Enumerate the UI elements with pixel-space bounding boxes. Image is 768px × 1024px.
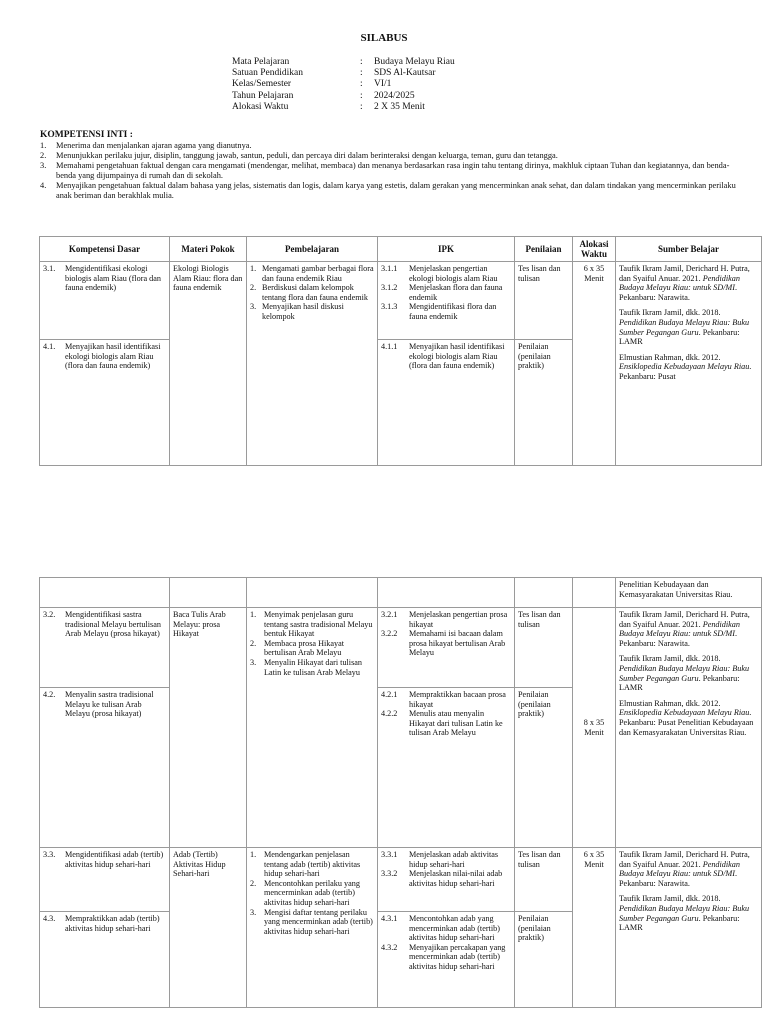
ipk-text: Menjelaskan flora dan fauna endemik xyxy=(409,283,503,302)
ipk-text: Mencontohkan adab yang mencerminkan adab (tertib) aktivitas hidup sehari-hari xyxy=(409,914,500,943)
ipk-number: 3.1.2 xyxy=(381,283,398,293)
ipk-text: Mengidentifikasi flora dan fauna endemik xyxy=(409,302,497,321)
info-value: 2024/2025 xyxy=(374,90,415,101)
ipk-number: 4.2.2 xyxy=(381,709,398,719)
kd-number: 3.3. xyxy=(43,850,56,859)
penilaian-cell: Penilaian (penilaian praktik) xyxy=(515,912,573,1008)
reference-item xyxy=(619,264,758,302)
ipk-number: 4.1.1 xyxy=(381,342,398,351)
syllabus-table-page-2 xyxy=(39,577,762,1008)
header-penilaian: Penilaian xyxy=(515,237,573,262)
ref-publisher: . Pekanbaru: LAMR xyxy=(619,913,740,933)
ki-number: 3. xyxy=(40,161,47,170)
ref-title: Pendidikan Budaya Melayu Riau: untuk SD/MI xyxy=(619,273,740,293)
sumber-continuation: Penelitian Kebudayaan dan Kemasyarakatan Universitas Riau. xyxy=(616,578,762,608)
subject-info xyxy=(232,57,455,113)
info-value: Budaya Melayu Riau xyxy=(374,57,455,67)
table-row xyxy=(40,608,762,688)
ipk-text: Menjelaskan pengertian ekologi biologis alam Riau xyxy=(409,264,498,283)
penilaian-cell: Penilaian (penilaian praktik) xyxy=(515,688,573,848)
ki-text: Menerima dan menjalankan ajaran agama yang dianutnya. xyxy=(56,141,252,150)
info-value: 2 X 35 Menit xyxy=(374,101,425,112)
step-number: 3. xyxy=(250,907,257,917)
ipk-text: Menyajikan hasil identifikasi ekologi biologis alam Riau (flora dan fauna endemik) xyxy=(409,342,505,371)
materi-cell: Adab (Tertib) Aktivitas Hidup Sehari-hari xyxy=(170,848,247,1008)
sumber-cell xyxy=(616,848,762,1008)
info-label: Kelas/Semester xyxy=(232,79,292,90)
ref-author: Taufik Ikram Jamil, dkk. 2018. xyxy=(619,894,721,904)
header-kompetensi-dasar: Kompetensi Dasar xyxy=(40,237,170,262)
ref-author: Taufik Ikram Jamil, Derichard H. Putra, dan Syaiful Anuar. 2021. xyxy=(619,610,750,629)
kd-text: Mengidentifikasi ekologi biologis alam Riau (flora dan fauna endemik) xyxy=(65,264,161,293)
kompetensi-inti-heading: KOMPETENSI INTI : xyxy=(40,130,133,140)
table-row xyxy=(40,262,762,340)
step-text: Mengamati gambar berbagai flora dan fauna endemik Riau xyxy=(262,264,374,283)
info-value: VI/1 xyxy=(374,79,392,90)
ipk-cell xyxy=(378,340,515,466)
reference-item xyxy=(619,850,758,888)
info-label: Tahun Pelajaran xyxy=(232,90,294,101)
kd-number: 3.1. xyxy=(43,264,56,273)
table-row xyxy=(40,848,762,912)
kd-text: Mengidentifikasi adab (tertib) aktivitas hidup sehari-hari xyxy=(65,850,164,869)
penilaian-cell: Tes lisan dan tulisan xyxy=(515,262,573,340)
alokasi-cell: 6 x 35 Menit xyxy=(573,262,616,466)
kd-number: 4.3. xyxy=(43,914,56,923)
ipk-number: 3.3.2 xyxy=(381,869,398,879)
table-header-row xyxy=(40,237,762,262)
ipk-number: 4.2.1 xyxy=(381,690,398,699)
ipk-number: 3.2.2 xyxy=(381,629,398,639)
sumber-cell xyxy=(616,262,762,466)
ref-author: Taufik Ikram Jamil, Derichard H. Putra, dan Syaiful Anuar. 2021. xyxy=(619,264,750,283)
ipk-text: Menjelaskan nilai-nilai adab aktivitas hidup sehari-hari xyxy=(409,869,503,888)
document-title: SILABUS xyxy=(360,32,408,44)
ki-item xyxy=(40,181,740,201)
sumber-cell xyxy=(616,608,762,848)
ref-publisher: . Pekanbaru: LAMR xyxy=(619,673,740,693)
header-sumber-belajar: Sumber Belajar xyxy=(616,237,762,262)
info-label: Satuan Pendidikan xyxy=(232,68,303,79)
step-text: Berdiskusi dalam kelompok tentang flora dan fauna endemik xyxy=(262,283,368,302)
info-row xyxy=(232,57,455,68)
step-text: Mendengarkan penjelasan tentang adab (tertib) aktivitas hidup sehari-hari xyxy=(264,850,361,879)
ipk-text: Memahami isi bacaan dalam prosa hikayat bertulisan Arab Melayu xyxy=(409,629,506,658)
step-text: Mengisi daftar tentang perilaku yang mencerminkan adab (tertib) aktivitas hidup sehari-hari xyxy=(264,907,373,936)
step-text: Menyalin Hikayat dari tulisan Latin ke tulisan Arab Melayu xyxy=(264,657,362,677)
kd-text: Menyalin sastra tradisional Melayu ke tulisan Arab Melayu (prosa hikayat) xyxy=(65,690,154,719)
kd-cell xyxy=(40,688,170,848)
materi-cell: Ekologi Biologis Alam Riau: flora dan fauna endemik xyxy=(170,262,247,466)
ref-title: Ensiklopedia Kebudayaan Melayu Riau xyxy=(619,362,750,372)
ki-number: 1. xyxy=(40,141,47,150)
ki-text: Menunjukkan perilaku jujur, disiplin, tanggung jawab, santun, peduli, dan percaya diri dalam berinteraksi dengan keluarga, teman, guru dan tetangga. xyxy=(56,151,558,160)
info-colon: : xyxy=(360,68,363,79)
ipk-cell xyxy=(378,848,515,912)
syllabus-table-page-1 xyxy=(39,236,762,466)
kd-number: 4.2. xyxy=(43,690,56,699)
ipk-text: Menjelaskan adab aktivitas hidup sehari-hari xyxy=(409,850,499,869)
info-value: SDS Al-Kautsar xyxy=(374,68,436,79)
ki-text: Menyajikan pengetahuan faktual dalam bahasa yang jelas, sistematis dan logis, dalam karya yang estetis, dalam gerakan yang mencerminkan anak sehat, dan dalam tindakan yang mencerminkan perilaku anak beriman dan berakhlak mulia. xyxy=(56,181,736,200)
ref-publisher: . Pekanbaru: Pusat Penelitian Kebudayaan dan Kemasyarakatan Universitas Riau. xyxy=(619,708,754,737)
ipk-text: Menyajikan percakapan yang mencerminkan adab (tertib) aktivitas hidup sehari-hari xyxy=(409,942,506,971)
ipk-number: 4.3.1 xyxy=(381,914,398,923)
ipk-cell xyxy=(378,912,515,1008)
ki-text: Memahami pengetahuan faktual dengan cara mengamati (mendengar, melihat, membaca) dan menanya berdasarkan rasa ingin tahu tentang dirinya, makhluk ciptaan Tuhan dan kegiatannya, dan benda-benda yang dijumpainya di rumah dan di sekolah. xyxy=(56,161,730,180)
penilaian-cell: Penilaian (penilaian praktik) xyxy=(515,340,573,466)
reference-item xyxy=(619,353,758,382)
ref-title: Pendidikan Budaya Melayu Riau: Buku Sumber Pegangan Guru xyxy=(619,317,750,337)
step-number: 1. xyxy=(250,610,257,619)
pembelajaran-cell xyxy=(247,608,378,848)
ipk-text: Mempraktikkan bacaan prosa hikayat xyxy=(409,690,506,709)
ref-title: Ensiklopedia Kebudayaan Melayu Riau xyxy=(619,708,750,718)
info-row xyxy=(232,102,455,113)
ipk-cell xyxy=(378,262,515,340)
info-label: Mata Pelajaran xyxy=(232,57,290,67)
ref-title: Pendidikan Budaya Melayu Riau: untuk SD/MI xyxy=(619,859,740,879)
ipk-number: 3.3.1 xyxy=(381,850,398,859)
header-alokasi-waktu: Alokasi Waktu xyxy=(573,237,616,262)
ipk-cell xyxy=(378,688,515,848)
ref-author: Elmustian Rahman, dkk. 2012. xyxy=(619,698,721,708)
ipk-number: 3.1.3 xyxy=(381,302,398,312)
kd-cell xyxy=(40,912,170,1008)
step-text: Membaca prosa Hikayat bertulisan Arab Melayu xyxy=(264,638,345,658)
ki-item xyxy=(40,141,740,151)
kd-cell xyxy=(40,262,170,340)
header-materi-pokok: Materi Pokok xyxy=(170,237,247,262)
kd-text: Mempraktikkan adab (tertib) aktivitas hidup sehari-hari xyxy=(65,914,160,933)
pembelajaran-cell xyxy=(247,262,378,466)
step-text: Mencontohkan perilaku yang mencerminkan adab (tertib) aktivitas hidup sehari-hari xyxy=(264,878,360,907)
step-number: 2. xyxy=(250,283,257,293)
ipk-text: Menjelaskan pengertian prosa hikayat xyxy=(409,610,508,629)
penilaian-cell: Tes lisan dan tulisan xyxy=(515,608,573,688)
ref-title: Pendidikan Budaya Melayu Riau: Buku Sumber Pegangan Guru xyxy=(619,663,750,683)
info-label: Alokasi Waktu xyxy=(232,101,289,112)
ref-author: Elmustian Rahman, dkk. 2012. xyxy=(619,352,721,362)
ki-item xyxy=(40,151,740,161)
info-colon: : xyxy=(360,101,363,112)
continuation-row xyxy=(40,578,762,608)
kd-text: Menyajikan hasil identifikasi ekologi biologis alam Riau (flora dan fauna endemik) xyxy=(65,342,161,371)
alokasi-cell: 8 x 35 Menit xyxy=(573,608,616,848)
pembelajaran-cell xyxy=(247,848,378,1008)
kd-number: 3.2. xyxy=(43,610,56,619)
ipk-number: 3.1.1 xyxy=(381,264,398,273)
step-text: Menyimak penjelasan guru tentang sastra tradisional Melayu bentuk Hikayat xyxy=(264,610,373,639)
step-number: 1. xyxy=(250,850,257,859)
materi-cell: Baca Tulis Arab Melayu: prosa Hikayat xyxy=(170,608,247,848)
ipk-text: Menulis atau menyalin Hikayat dari tulisan Latin ke tulisan Arab Melayu xyxy=(409,709,503,738)
info-row xyxy=(232,68,455,79)
info-colon: : xyxy=(360,79,363,90)
alokasi-cell: 6 x 35 Menit xyxy=(573,848,616,1008)
reference-item xyxy=(619,699,758,737)
kd-cell xyxy=(40,608,170,688)
ref-publisher: . Pekanbaru: Pusat xyxy=(619,362,752,381)
step-number: 1. xyxy=(250,264,257,273)
kd-cell xyxy=(40,340,170,466)
ref-publisher: . Pekanbaru: LAMR xyxy=(619,327,740,347)
reference-item xyxy=(619,610,758,648)
ref-title: Pendidikan Budaya Melayu Riau: Buku Sumber Pegangan Guru xyxy=(619,903,750,923)
ki-number: 2. xyxy=(40,151,47,160)
reference-item xyxy=(619,654,758,692)
kd-text: Mengidentifikasi sastra tradisional Melayu bertulisan Arab Melayu (prosa hikayat) xyxy=(65,610,161,639)
ki-number: 4. xyxy=(40,181,47,190)
step-number: 2. xyxy=(250,638,257,648)
step-text: Menyajikan hasil diskusi kelompok xyxy=(262,302,344,321)
header-ipk: IPK xyxy=(378,237,515,262)
step-number: 3. xyxy=(250,302,257,312)
ipk-number: 3.2.1 xyxy=(381,610,398,619)
info-row xyxy=(232,79,455,90)
kd-cell xyxy=(40,848,170,912)
ref-author: Taufik Ikram Jamil, dkk. 2018. xyxy=(619,308,721,318)
info-colon: : xyxy=(360,90,363,101)
reference-item xyxy=(619,894,758,932)
kd-number: 4.1. xyxy=(43,342,56,351)
ref-publisher: . Pekanbaru: Narawita. xyxy=(619,283,738,302)
info-colon: : xyxy=(360,57,363,67)
ref-title: Pendidikan Budaya Melayu Riau: untuk SD/MI xyxy=(619,619,740,639)
ki-item xyxy=(40,161,740,181)
kompetensi-inti-list xyxy=(40,141,740,201)
penilaian-cell: Tes lisan dan tulisan xyxy=(515,848,573,912)
step-number: 2. xyxy=(250,878,257,888)
ipk-number: 4.3.2 xyxy=(381,942,398,952)
ref-publisher: . Pekanbaru: Narawita. xyxy=(619,869,738,888)
ref-author: Taufik Ikram Jamil, Derichard H. Putra, dan Syaiful Anuar. 2021. xyxy=(619,850,750,869)
ipk-cell xyxy=(378,608,515,688)
info-row xyxy=(232,91,455,102)
ref-publisher: . Pekanbaru: Narawita. xyxy=(619,629,738,648)
header-pembelajaran: Pembelajaran xyxy=(247,237,378,262)
step-number: 3. xyxy=(250,657,257,667)
ref-author: Taufik Ikram Jamil, dkk. 2018. xyxy=(619,654,721,664)
reference-item xyxy=(619,308,758,346)
